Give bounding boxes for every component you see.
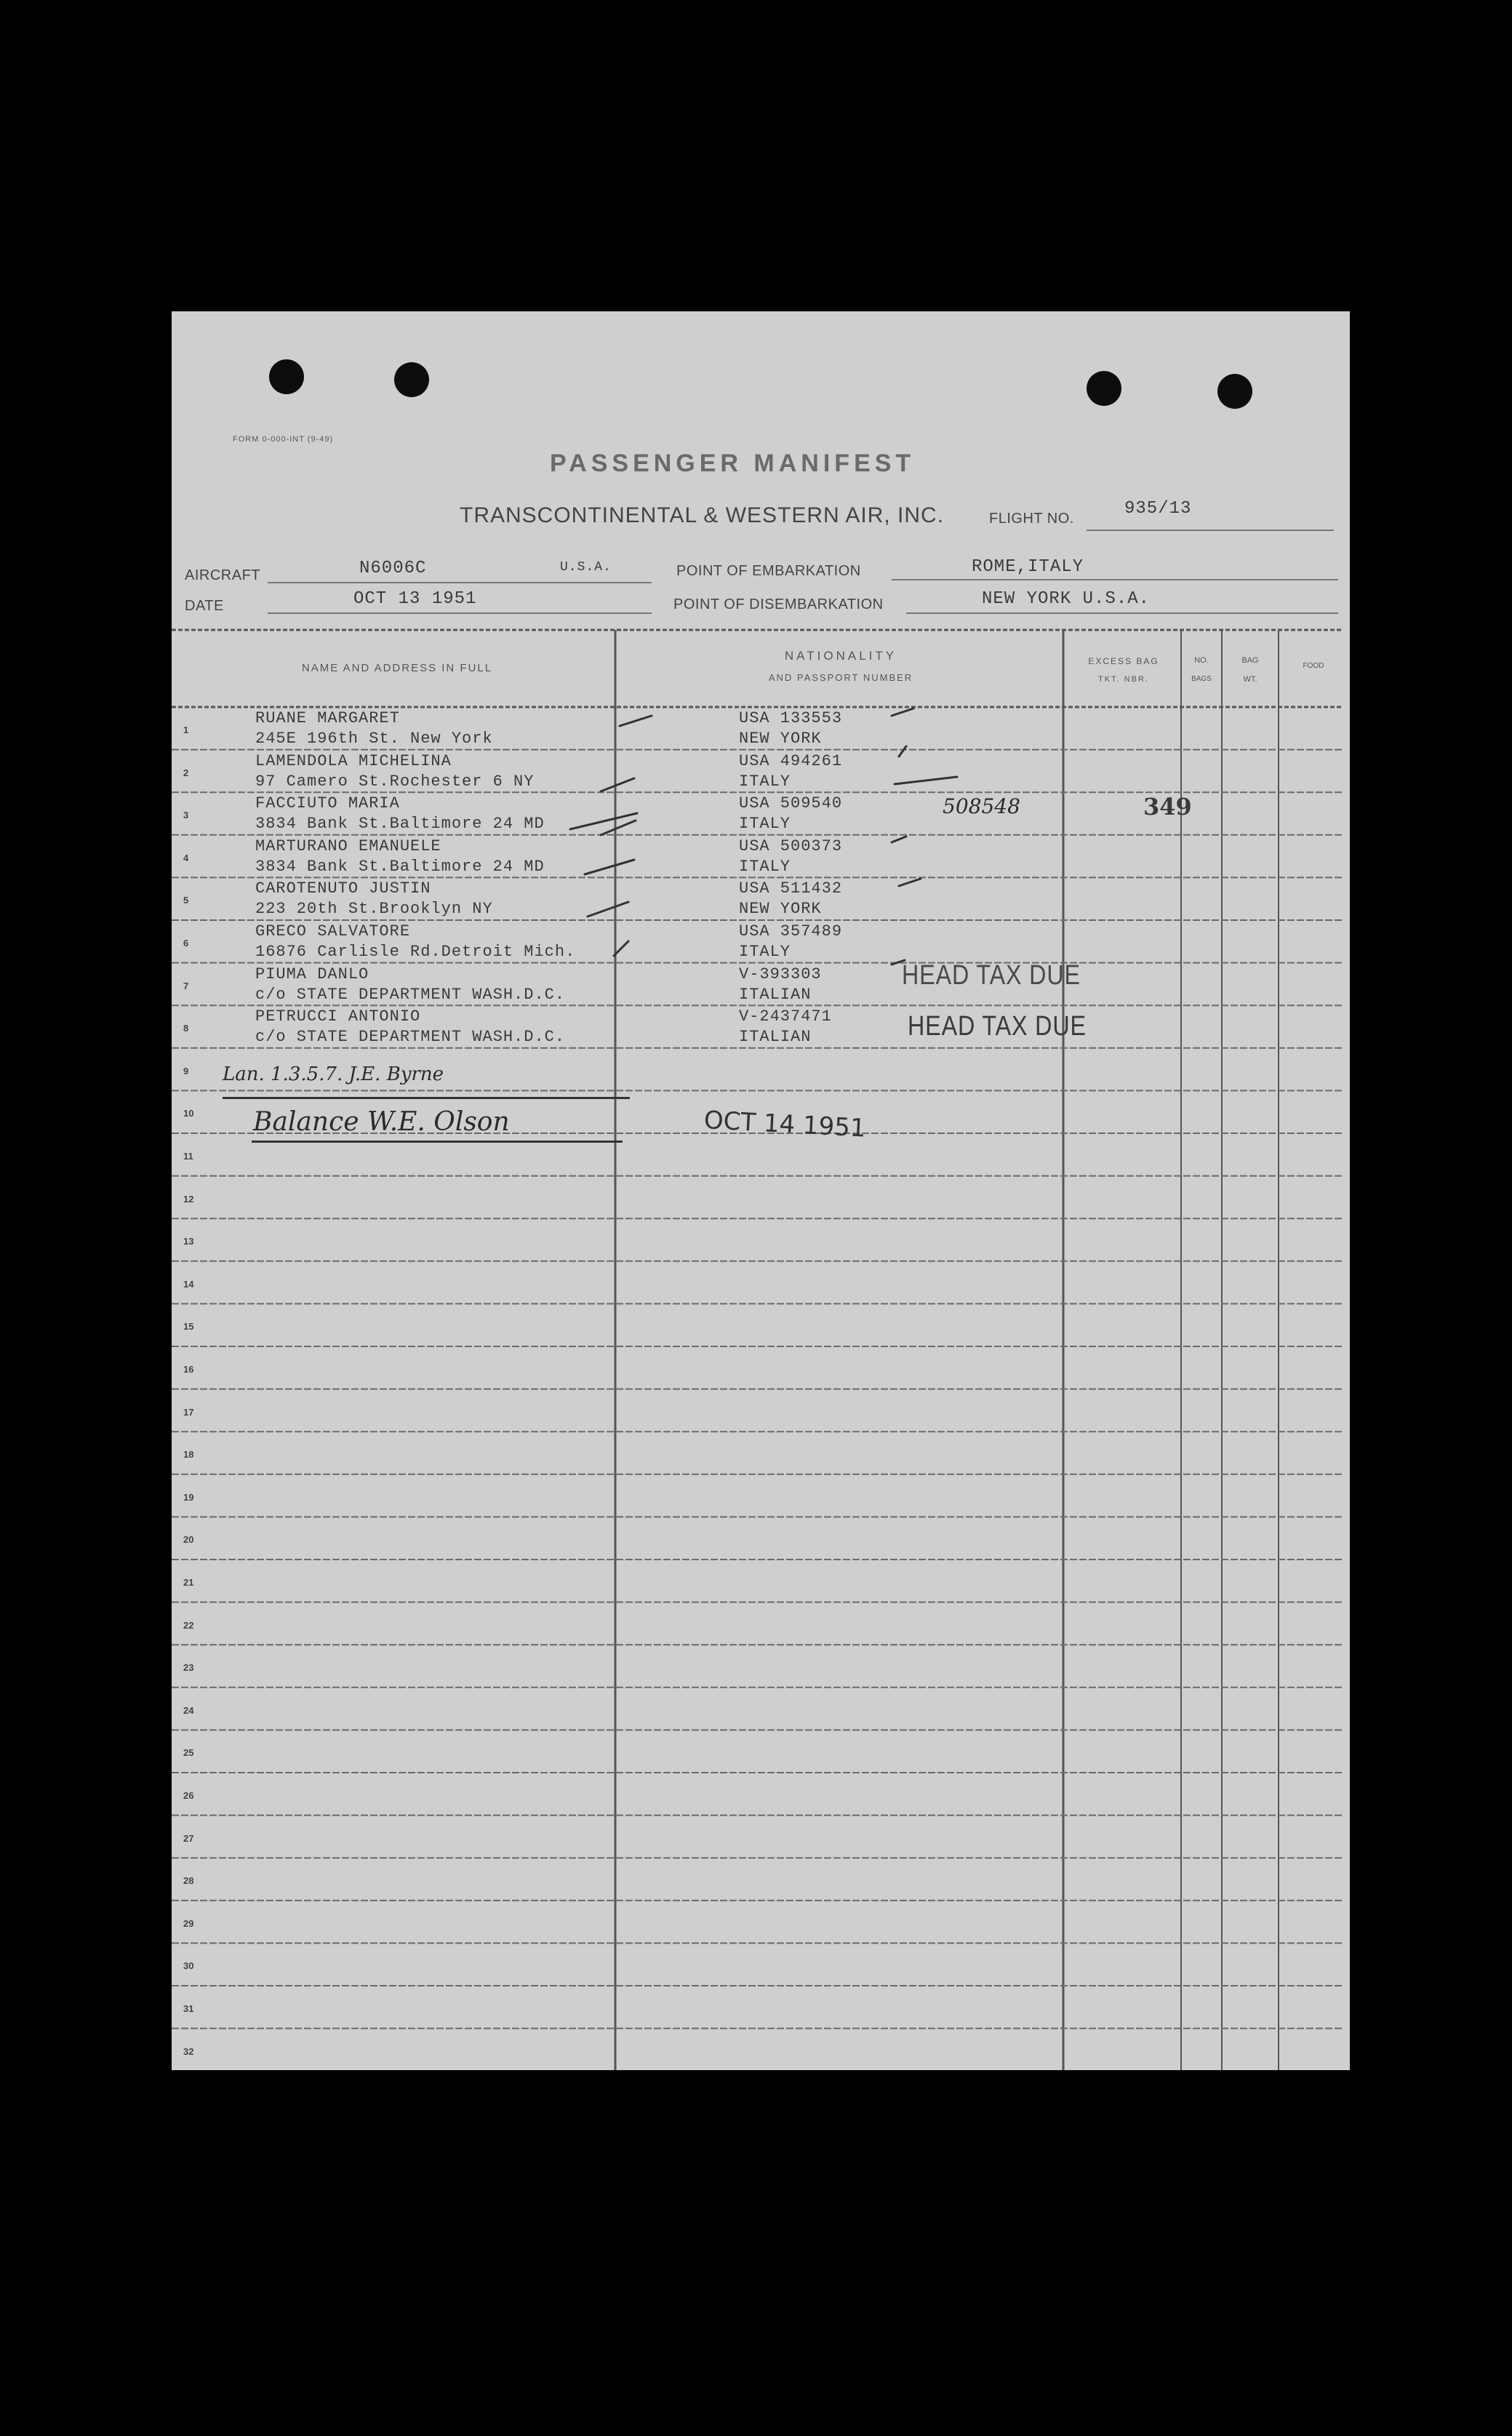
nationality: NEW YORK xyxy=(739,730,822,748)
passenger-name: CAROTENUTO JUSTIN xyxy=(255,879,431,898)
row-number: 6 xyxy=(183,938,189,949)
disembarkation-value: NEW YORK U.S.A. xyxy=(982,589,1151,609)
column-header-bag-wt: BAG xyxy=(1241,656,1259,665)
column-header-food: FOOD xyxy=(1303,662,1324,670)
row-number: 26 xyxy=(183,1790,194,1801)
registry-value: U.S.A. xyxy=(560,560,612,575)
passport-number: USA 133553 xyxy=(739,709,843,727)
passenger-address: 223 20th St.Brooklyn NY xyxy=(255,900,493,919)
column-header-excess-tkt: TKT. NBR. xyxy=(1098,675,1149,684)
annotation-row10: Balance W.E. Olson xyxy=(253,1107,510,1137)
nationality: ITALY xyxy=(739,857,791,876)
nationality: ITALIAN xyxy=(739,985,812,1004)
row-number: 2 xyxy=(183,767,189,778)
column-header-name: NAME AND ADDRESS IN FULL xyxy=(301,662,493,674)
passenger-address: 97 Camero St.Rochester 6 NY xyxy=(255,772,535,791)
passenger-name: LAMENDOLA MICHELINA xyxy=(255,751,452,770)
date-value: OCT 13 1951 xyxy=(353,589,477,609)
passenger-address: 3834 Bank St.Baltimore 24 MD xyxy=(255,857,545,876)
row-number: 12 xyxy=(183,1193,194,1205)
column-header-excess: EXCESS BAG xyxy=(1088,656,1159,666)
row-number: 21 xyxy=(183,1577,194,1588)
page-title: PASSENGER MANIFEST xyxy=(550,450,916,477)
row-number: 19 xyxy=(183,1491,194,1503)
check-marks xyxy=(172,311,1350,1111)
row-number: 16 xyxy=(183,1364,194,1375)
passport-number: V-393303 xyxy=(739,965,822,983)
nationality: ITALIAN xyxy=(739,1028,812,1047)
passenger-address: c/o STATE DEPARTMENT WASH.D.C. xyxy=(255,1028,566,1047)
passenger-name: MARTURANO EMANUELE xyxy=(255,836,441,855)
flight-number: 935/13 xyxy=(1124,499,1192,519)
row-number: 1 xyxy=(183,724,189,735)
row-number: 4 xyxy=(183,852,189,863)
row-number: 32 xyxy=(183,2045,194,2057)
row-number: 23 xyxy=(183,1662,194,1674)
airline-name: TRANSCONTINENTAL & WESTERN AIR, INC. xyxy=(460,503,945,527)
row-number: 15 xyxy=(183,1321,194,1333)
nationality: ITALY xyxy=(739,815,791,834)
row-number: 27 xyxy=(183,1832,194,1844)
passport-correction: 508548 xyxy=(943,794,1020,818)
form-number: FORM 0-000-INT (9-49) xyxy=(233,435,334,444)
passenger-name: PIUMA DANLO xyxy=(255,965,369,983)
passport-number: USA 494261 xyxy=(739,751,843,770)
column-header-nationality: NATIONALITY xyxy=(784,649,897,663)
annotation-row9: Lan. 1.3.5.7. J.E. Byrne xyxy=(223,1063,444,1085)
row-number: 18 xyxy=(183,1449,194,1461)
date-stamp: OCT 14 1951 xyxy=(703,1106,867,1143)
passport-number: USA 509540 xyxy=(739,794,843,813)
date-label: DATE xyxy=(185,598,224,614)
row-number: 7 xyxy=(183,980,189,991)
passenger-name: GRECO SALVATORE xyxy=(255,922,411,941)
row-number: 20 xyxy=(183,1534,194,1546)
flight-label: FLIGHT NO. xyxy=(989,511,1074,527)
row-number: 5 xyxy=(183,895,189,906)
nationality: ITALY xyxy=(739,772,791,791)
passenger-address: 16876 Carlisle Rd.Detroit Mich. xyxy=(255,943,576,961)
column-header-bags: NO. xyxy=(1194,656,1209,665)
row-number: 17 xyxy=(183,1406,194,1418)
nationality: NEW YORK xyxy=(739,900,822,919)
embarkation-label: POINT OF EMBARKATION xyxy=(676,563,861,579)
excess-bag-number: 349 xyxy=(1143,793,1192,820)
column-header-bags-2: BAGS xyxy=(1191,675,1212,683)
passport-number: V-2437471 xyxy=(739,1007,832,1026)
aircraft-value: N6006C xyxy=(359,559,427,578)
head-tax-stamp: HEAD TAX DUE xyxy=(908,1011,1087,1042)
row-number: 29 xyxy=(183,1917,194,1929)
row-number: 30 xyxy=(183,1960,194,1972)
row-number: 25 xyxy=(183,1747,194,1759)
passenger-address: c/o STATE DEPARTMENT WASH.D.C. xyxy=(255,985,566,1004)
passenger-address: 3834 Bank St.Baltimore 24 MD xyxy=(255,815,545,834)
row-number: 31 xyxy=(183,2003,194,2014)
row-number: 13 xyxy=(183,1236,194,1247)
row-number: 8 xyxy=(183,1023,189,1034)
row-number: 10 xyxy=(183,1108,194,1119)
passport-number: USA 357489 xyxy=(739,922,843,941)
head-tax-stamp: HEAD TAX DUE xyxy=(902,960,1081,991)
row-number: 24 xyxy=(183,1704,194,1716)
aircraft-label: AIRCRAFT xyxy=(185,567,260,583)
row-number: 11 xyxy=(183,1151,193,1162)
passport-number: USA 511432 xyxy=(739,879,843,898)
row-number: 9 xyxy=(183,1065,189,1077)
passenger-address: 245E 196th St. New York xyxy=(255,730,493,748)
embarkation-value: ROME,ITALY xyxy=(972,557,1084,577)
passenger-name: RUANE MARGARET xyxy=(255,709,400,727)
passenger-name: PETRUCCI ANTONIO xyxy=(255,1007,421,1026)
disembarkation-label: POINT OF DISEMBARKATION xyxy=(673,596,884,612)
row-number: 28 xyxy=(183,1875,194,1887)
nationality: ITALY xyxy=(739,943,791,961)
passenger-name: FACCIUTO MARIA xyxy=(255,794,400,813)
row-number: 3 xyxy=(183,810,189,821)
manifest-page xyxy=(172,311,1350,2070)
passport-number: USA 500373 xyxy=(739,836,843,855)
row-number: 14 xyxy=(183,1278,194,1290)
column-header-bag-wt-2: WT. xyxy=(1243,675,1257,684)
row-number: 22 xyxy=(183,1619,194,1631)
column-header-passport: AND PASSPORT NUMBER xyxy=(768,672,913,683)
